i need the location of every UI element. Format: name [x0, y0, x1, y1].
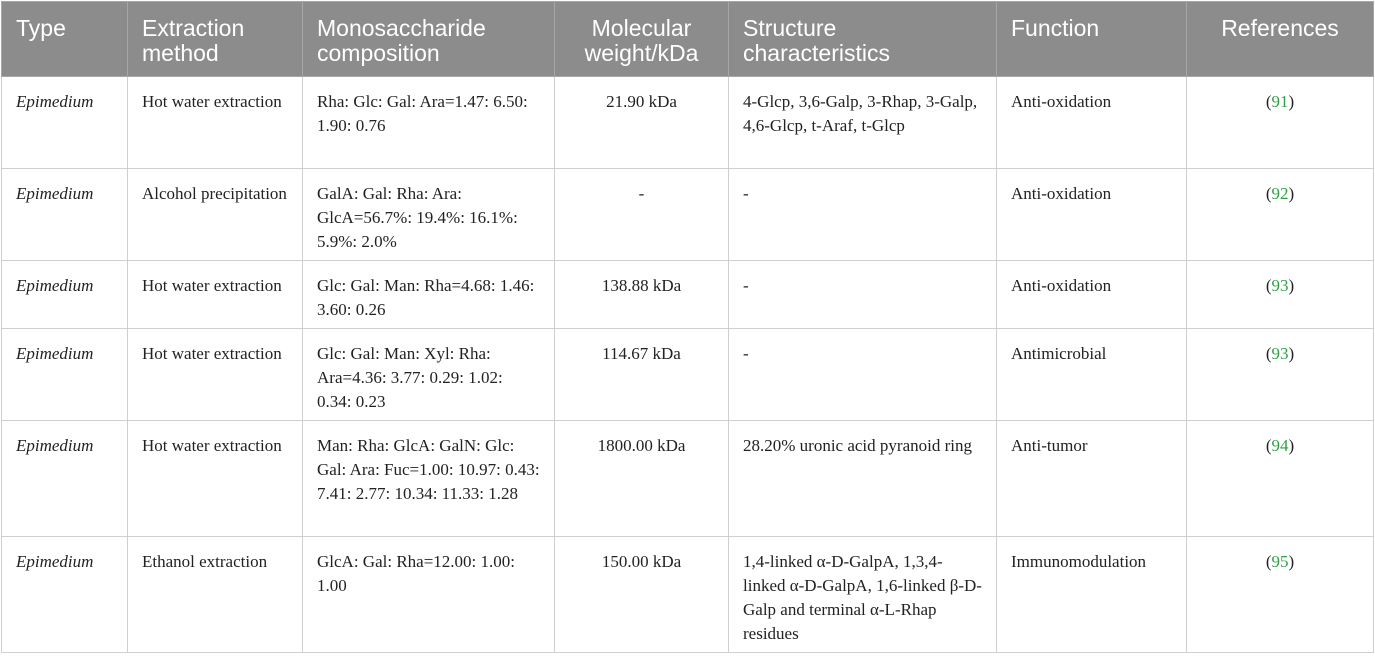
- cell-structure: 28.20% uronic acid pyranoid ring: [729, 421, 997, 537]
- cell-type: Epimedium: [2, 169, 128, 261]
- cell-reference: (92): [1187, 169, 1374, 261]
- cell-structure: 1,4-linked α-D-GalpA, 1,3,4-linked α-D-GalpA, 1,6-linked β-D-Galp and terminal α-L-Rhap residues: [729, 537, 997, 653]
- cell-function: Anti-oxidation: [997, 261, 1187, 329]
- polysaccharide-table: [1, 1, 1374, 653]
- cell-function: Anti-oxidation: [997, 77, 1187, 169]
- header-extraction-method: Extraction method: [128, 2, 303, 77]
- cell-mw: -: [555, 169, 729, 261]
- cell-reference: (91): [1187, 77, 1374, 169]
- cell-reference: (93): [1187, 329, 1374, 421]
- header-molecular-weight: Molecular weight/kDa: [555, 2, 729, 77]
- table-row: [2, 77, 1374, 169]
- cell-method: Hot water extraction: [128, 77, 303, 169]
- cell-reference: (95): [1187, 537, 1374, 653]
- header-type: Type: [2, 2, 128, 77]
- table-row: [2, 537, 1374, 653]
- cell-mw: 138.88 kDa: [555, 261, 729, 329]
- cell-composition: Man: Rha: GlcA: GalN: Glc: Gal: Ara: Fuc=1.00: 10.97: 0.43: 7.41: 2.77: 10.34: 11.33: 1.28: [303, 421, 555, 537]
- cell-mw: 150.00 kDa: [555, 537, 729, 653]
- cell-mw: 1800.00 kDa: [555, 421, 729, 537]
- header-function: Function: [997, 2, 1187, 77]
- cell-method: Hot water extraction: [128, 329, 303, 421]
- reference-link[interactable]: 93: [1271, 344, 1289, 363]
- cell-type: Epimedium: [2, 261, 128, 329]
- reference-link[interactable]: 95: [1271, 552, 1289, 571]
- cell-reference: (93): [1187, 261, 1374, 329]
- cell-reference: (94): [1187, 421, 1374, 537]
- cell-function: Anti-oxidation: [997, 169, 1187, 261]
- cell-structure: -: [729, 329, 997, 421]
- cell-structure: 4-Glcp, 3,6-Galp, 3-Rhap, 3-Galp, 4,6-Glcp, t-Araf, t-Glcp: [729, 77, 997, 169]
- cell-type: Epimedium: [2, 77, 128, 169]
- cell-method: Hot water extraction: [128, 261, 303, 329]
- table-row: [2, 329, 1374, 421]
- cell-function: Antimicrobial: [997, 329, 1187, 421]
- cell-composition: Glc: Gal: Man: Rha=4.68: 1.46: 3.60: 0.26: [303, 261, 555, 329]
- header-references: References: [1187, 2, 1374, 77]
- cell-function: Anti-tumor: [997, 421, 1187, 537]
- cell-type: Epimedium: [2, 329, 128, 421]
- cell-method: Hot water extraction: [128, 421, 303, 537]
- cell-type: Epimedium: [2, 421, 128, 537]
- table-row: [2, 421, 1374, 537]
- cell-composition: Rha: Glc: Gal: Ara=1.47: 6.50: 1.90: 0.76: [303, 77, 555, 169]
- table-row: [2, 169, 1374, 261]
- cell-method: Ethanol extraction: [128, 537, 303, 653]
- header-structure-characteristics: Structure characteristics: [729, 2, 997, 77]
- cell-composition: Glc: Gal: Man: Xyl: Rha: Ara=4.36: 3.77: 0.29: 1.02: 0.34: 0.23: [303, 329, 555, 421]
- cell-composition: GlcA: Gal: Rha=12.00: 1.00: 1.00: [303, 537, 555, 653]
- table-row: [2, 261, 1374, 329]
- reference-link[interactable]: 94: [1271, 436, 1289, 455]
- reference-link[interactable]: 92: [1271, 184, 1289, 203]
- cell-mw: 114.67 kDa: [555, 329, 729, 421]
- cell-composition: GalA: Gal: Rha: Ara: GlcA=56.7%: 19.4%: 16.1%: 5.9%: 2.0%: [303, 169, 555, 261]
- cell-structure: -: [729, 261, 997, 329]
- reference-link[interactable]: 91: [1271, 92, 1289, 111]
- cell-mw: 21.90 kDa: [555, 77, 729, 169]
- reference-link[interactable]: 93: [1271, 276, 1289, 295]
- table-header-row: [2, 2, 1374, 77]
- header-monosaccharide-composition: Monosaccharide composition: [303, 2, 555, 77]
- cell-function: Immunomodulation: [997, 537, 1187, 653]
- cell-structure: -: [729, 169, 997, 261]
- cell-type: Epimedium: [2, 537, 128, 653]
- cell-method: Alcohol precipitation: [128, 169, 303, 261]
